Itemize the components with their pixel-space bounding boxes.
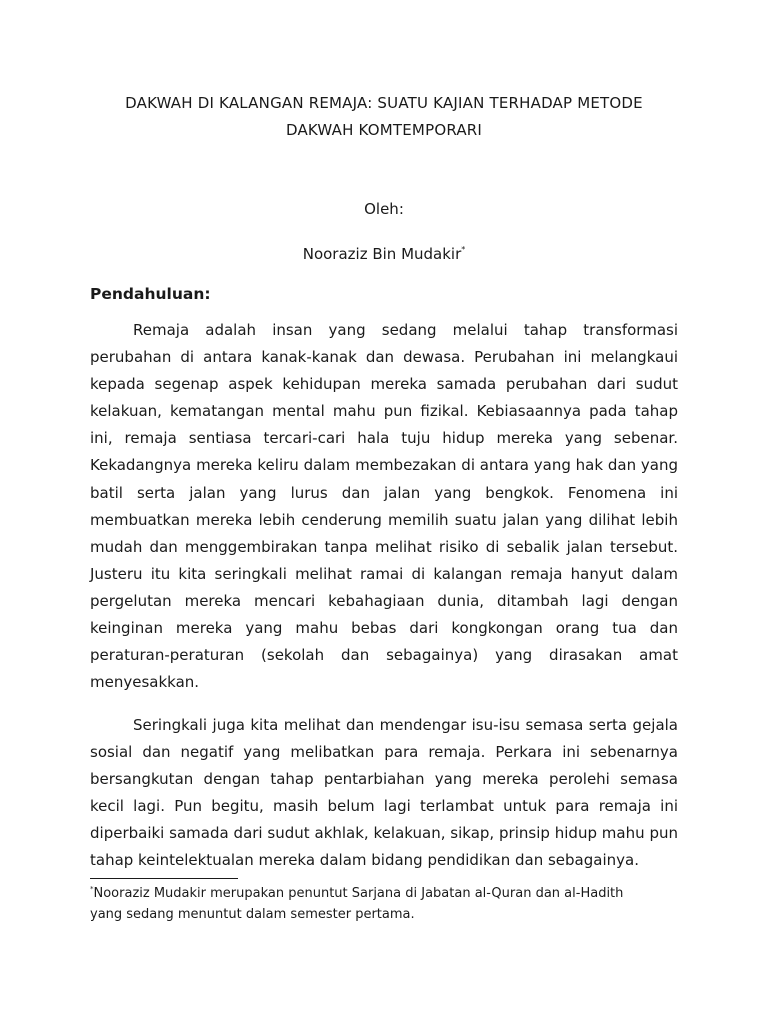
body-paragraph-2: Seringkali juga kita melihat dan mendengar isu-isu semasa serta gejala sosial dan negatif yang melibatkan para remaja. Perkara ini sebenarnya bersangkutan dengan tahap pentarbiahan yang mereka perolehi semasa kecil lagi. Pun begitu, masih belum lagi terlambat untuk para remaja ini diperbaiki samada dari sudut akhlak, kelakuan, sikap, prinsip hidup mahu pun tahap keintelektualan mereka dalam bidang pendidikan dan sebagainya. xyxy=(90,716,678,870)
author-name: Nooraziz Bin Mudakir xyxy=(302,245,462,263)
footnote-line-2: yang sedang menuntut dalam semester pertama. xyxy=(90,907,415,922)
author-footnote-mark: * xyxy=(461,245,466,254)
author-line xyxy=(0,240,768,264)
document-title xyxy=(60,90,708,144)
body-paragraph-1: Remaja adalah insan yang sedang melalui tahap transformasi perubahan di antara kanak-kanak dan dewasa. Perubahan ini melangkaui kepada segenap aspek kehidupan mereka samada perubahan dari sudut kelakuan, kematangan mental mahu pun fizikal. Kebiasaannya pada tahap ini, remaja sentiasa tercari-cari hala tuju hidup mereka yang sebenar. Kekadangnya mereka keliru dalam membezakan di antara yang hak dan yang batil serta jalan yang lurus dan jalan yang bengkok. Fenomena ini membuatkan mereka lebih cenderung memilih suatu jalan yang dilihat lebih mudah dan menggembirakan tanpa melihat risiko di sebalik jalan tersebut. Justeru itu kita seringkali melihat ramai di kalangan remaja hanyut dalam pergelutan mereka mencari kebahagiaan dunia, ditambah lagi dengan keinginan mereka yang mahu bebas dari kongkongan orang tua dan peraturan-peraturan (sekolah dan sebagainya) yang dirasakan amat menyesakkan. xyxy=(90,321,678,692)
footnote-line-1 xyxy=(90,879,690,904)
title-line-1: DAKWAH DI KALANGAN REMAJA: SUATU KAJIAN TERHADAP METODE xyxy=(125,94,643,112)
footnote xyxy=(90,879,690,925)
title-line-2: DAKWAH KOMTEMPORARI xyxy=(285,121,483,139)
byline-label: Oleh: xyxy=(364,200,404,218)
section-heading: Pendahuluan: xyxy=(90,285,211,303)
footnote-mark: * xyxy=(90,885,94,893)
footnote-text-1: Nooraziz Mudakir merupakan penuntut Sarjana di Jabatan al-Quran dan al-Hadith xyxy=(93,886,624,901)
